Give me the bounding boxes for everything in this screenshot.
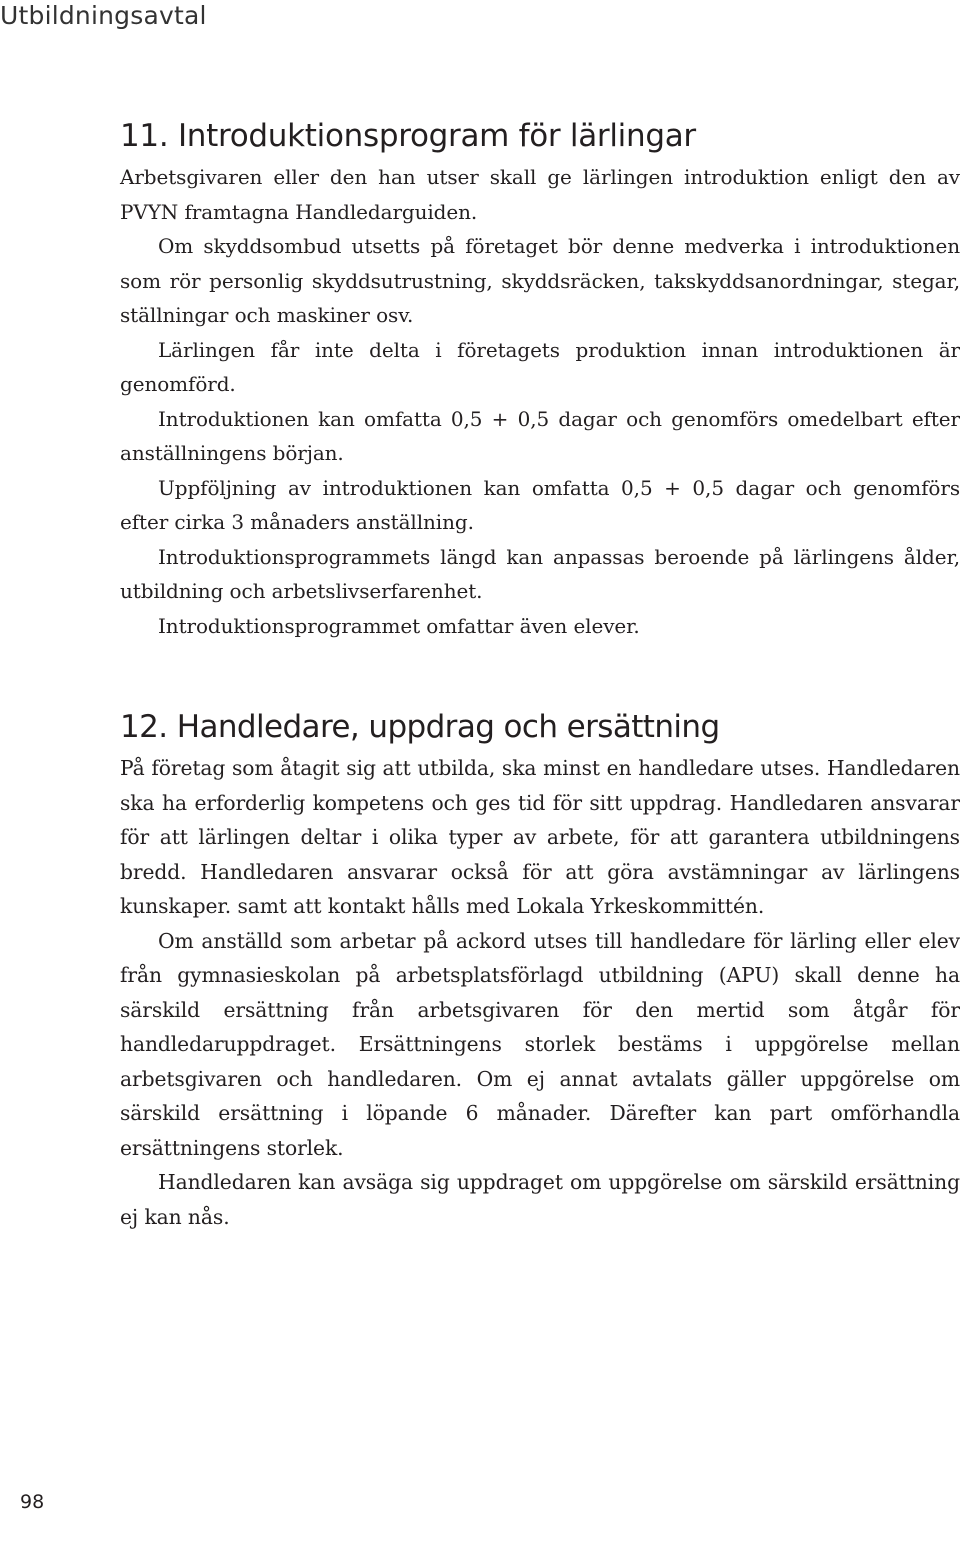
running-head: Utbildningsavtal bbox=[0, 1, 207, 30]
section-11-paragraph: Uppföljning av introduktionen kan omfatta 0,5 + 0,5 dagar och genomförs efter cirka 3 månaders anställning. bbox=[120, 475, 960, 534]
section-12-paragraph: På företag som åtagit sig att utbilda, ska minst en handledare utses. Handledaren ska ha erforderlig kompetens och ges tid för sitt uppdrag. Handledaren ansvarar för att lärlingen deltar i olika typer av arbete, för att garantera utbildningens bredd. Handledaren ansvarar också för att göra avstämningar av lärlingens kunskaper. samt att kontakt hålls med Lokala Yrkeskommittén. bbox=[120, 756, 960, 918]
section-12-paragraph: Om anställd som arbetar på ackord utses till handledare för lärling eller elev från gymnasieskolan på arbetsplatsförlagd utbildning (APU) skall denne ha särskild ersättning från arbetsgivaren för den mertid som åtgår för handledaruppdraget. Ersättningens storlek bestäms i uppgörelse mellan arbetsgivaren och handledaren. Om ej annat avtalats gäller uppgörelse om särskild ersättning i löpande 6 månader. Därefter kan part omförhandla ersättningens storlek. bbox=[120, 928, 960, 1160]
section-12-heading: 12. Handledare, uppdrag och ersättning bbox=[120, 709, 720, 745]
section-11-paragraph: Introduktionsprogrammets längd kan anpassas beroende på lärlingens ålder, utbildning och arbetslivserfarenhet. bbox=[120, 544, 960, 603]
section-11-paragraph: Om skyddsombud utsetts på företaget bör denne medverka i introduktionen som rör personlig skyddsutrustning, skyddsräcken, takskyddsanordningar, stegar, ställningar och maskiner osv. bbox=[120, 234, 960, 327]
section-11-paragraph: Introduktionen kan omfatta 0,5 + 0,5 dagar och genomförs omedelbart efter anställningens början. bbox=[120, 406, 960, 465]
section-11-paragraph: Lärlingen får inte delta i företagets produktion innan introduktionen är genomförd. bbox=[120, 337, 960, 396]
section-11 bbox=[120, 112, 960, 643]
section-11-paragraph: Introduktionsprogrammet omfattar även elever. bbox=[158, 613, 640, 638]
section-11-heading: 11. Introduktionsprogram för lärlingar bbox=[120, 118, 696, 154]
section-12-paragraph: Handledaren kan avsäga sig uppdraget om uppgörelse om särskild ersättning ej kan nås. bbox=[120, 1170, 960, 1229]
section-11-paragraph: Arbetsgivaren eller den han utser skall ge lärlingen introduktion enligt den av PVYN framtagna Handledarguiden. bbox=[120, 165, 960, 224]
section-12 bbox=[120, 703, 960, 1234]
page-number: 98 bbox=[20, 1491, 45, 1513]
